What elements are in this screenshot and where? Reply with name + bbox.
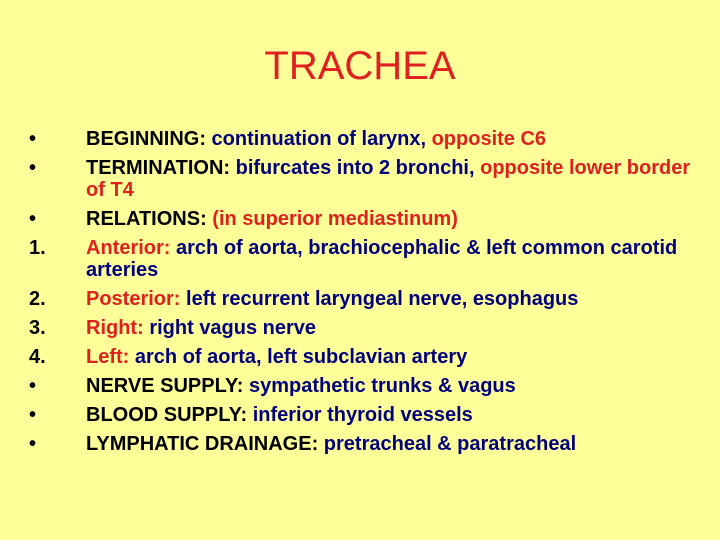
bullet-marker: • [29, 208, 37, 230]
item-label: TERMINATION: [86, 157, 231, 179]
bullet-marker: • [29, 157, 37, 179]
item-detail: arch of aorta, left subclavian artery [129, 346, 468, 368]
list-item-left [0, 343, 720, 372]
bullet-marker: • [29, 128, 37, 150]
item-highlight: opposite lower border of T4 [86, 157, 691, 201]
number-marker: 3. [29, 317, 46, 339]
list-item-nerve-supply [0, 372, 720, 401]
item-label: Posterior: [86, 288, 181, 310]
list-item-right [0, 314, 720, 343]
list-item-beginning [0, 125, 720, 154]
item-label: Anterior: [86, 237, 171, 259]
bullet-marker: • [29, 404, 37, 426]
number-marker: 2. [29, 288, 46, 310]
list-item-relations [0, 205, 720, 234]
item-label: Right: [86, 317, 144, 339]
item-detail: inferior thyroid vessels [247, 404, 473, 426]
item-label: RELATIONS: [86, 208, 207, 230]
item-label: NERVE SUPPLY: [86, 375, 244, 397]
item-highlight: opposite C6 [426, 128, 547, 150]
item-detail: pretracheal & paratracheal [318, 433, 577, 455]
list-item-termination [0, 157, 720, 201]
number-marker: 1. [29, 237, 46, 259]
number-marker: 4. [29, 346, 46, 368]
bullet-marker: • [29, 375, 37, 397]
item-highlight: (in superior mediastinum) [206, 208, 458, 230]
list-item-posterior [0, 285, 720, 314]
item-label: Left: [86, 346, 130, 368]
item-detail: bifurcates into 2 bronchi, [230, 157, 475, 179]
item-detail: sympathetic trunks & vagus [243, 375, 516, 397]
bullet-list [0, 125, 720, 459]
slide-title: TRACHEA [264, 44, 456, 88]
list-item-anterior [0, 237, 720, 281]
list-item-blood-supply [0, 401, 720, 430]
list-item-lymphatic-drainage [0, 430, 720, 459]
bullet-marker: • [29, 433, 37, 455]
item-detail: arch of aorta, brachiocephalic & left common carotid arteries [86, 237, 678, 281]
item-label: BEGINNING: [86, 128, 206, 150]
item-detail: continuation of larynx, [206, 128, 427, 150]
item-label: BLOOD SUPPLY: [86, 404, 248, 426]
item-detail: right vagus nerve [143, 317, 317, 339]
item-label: LYMPHATIC DRAINAGE: [86, 433, 319, 455]
item-detail: left recurrent laryngeal nerve, esophagus [180, 288, 579, 310]
